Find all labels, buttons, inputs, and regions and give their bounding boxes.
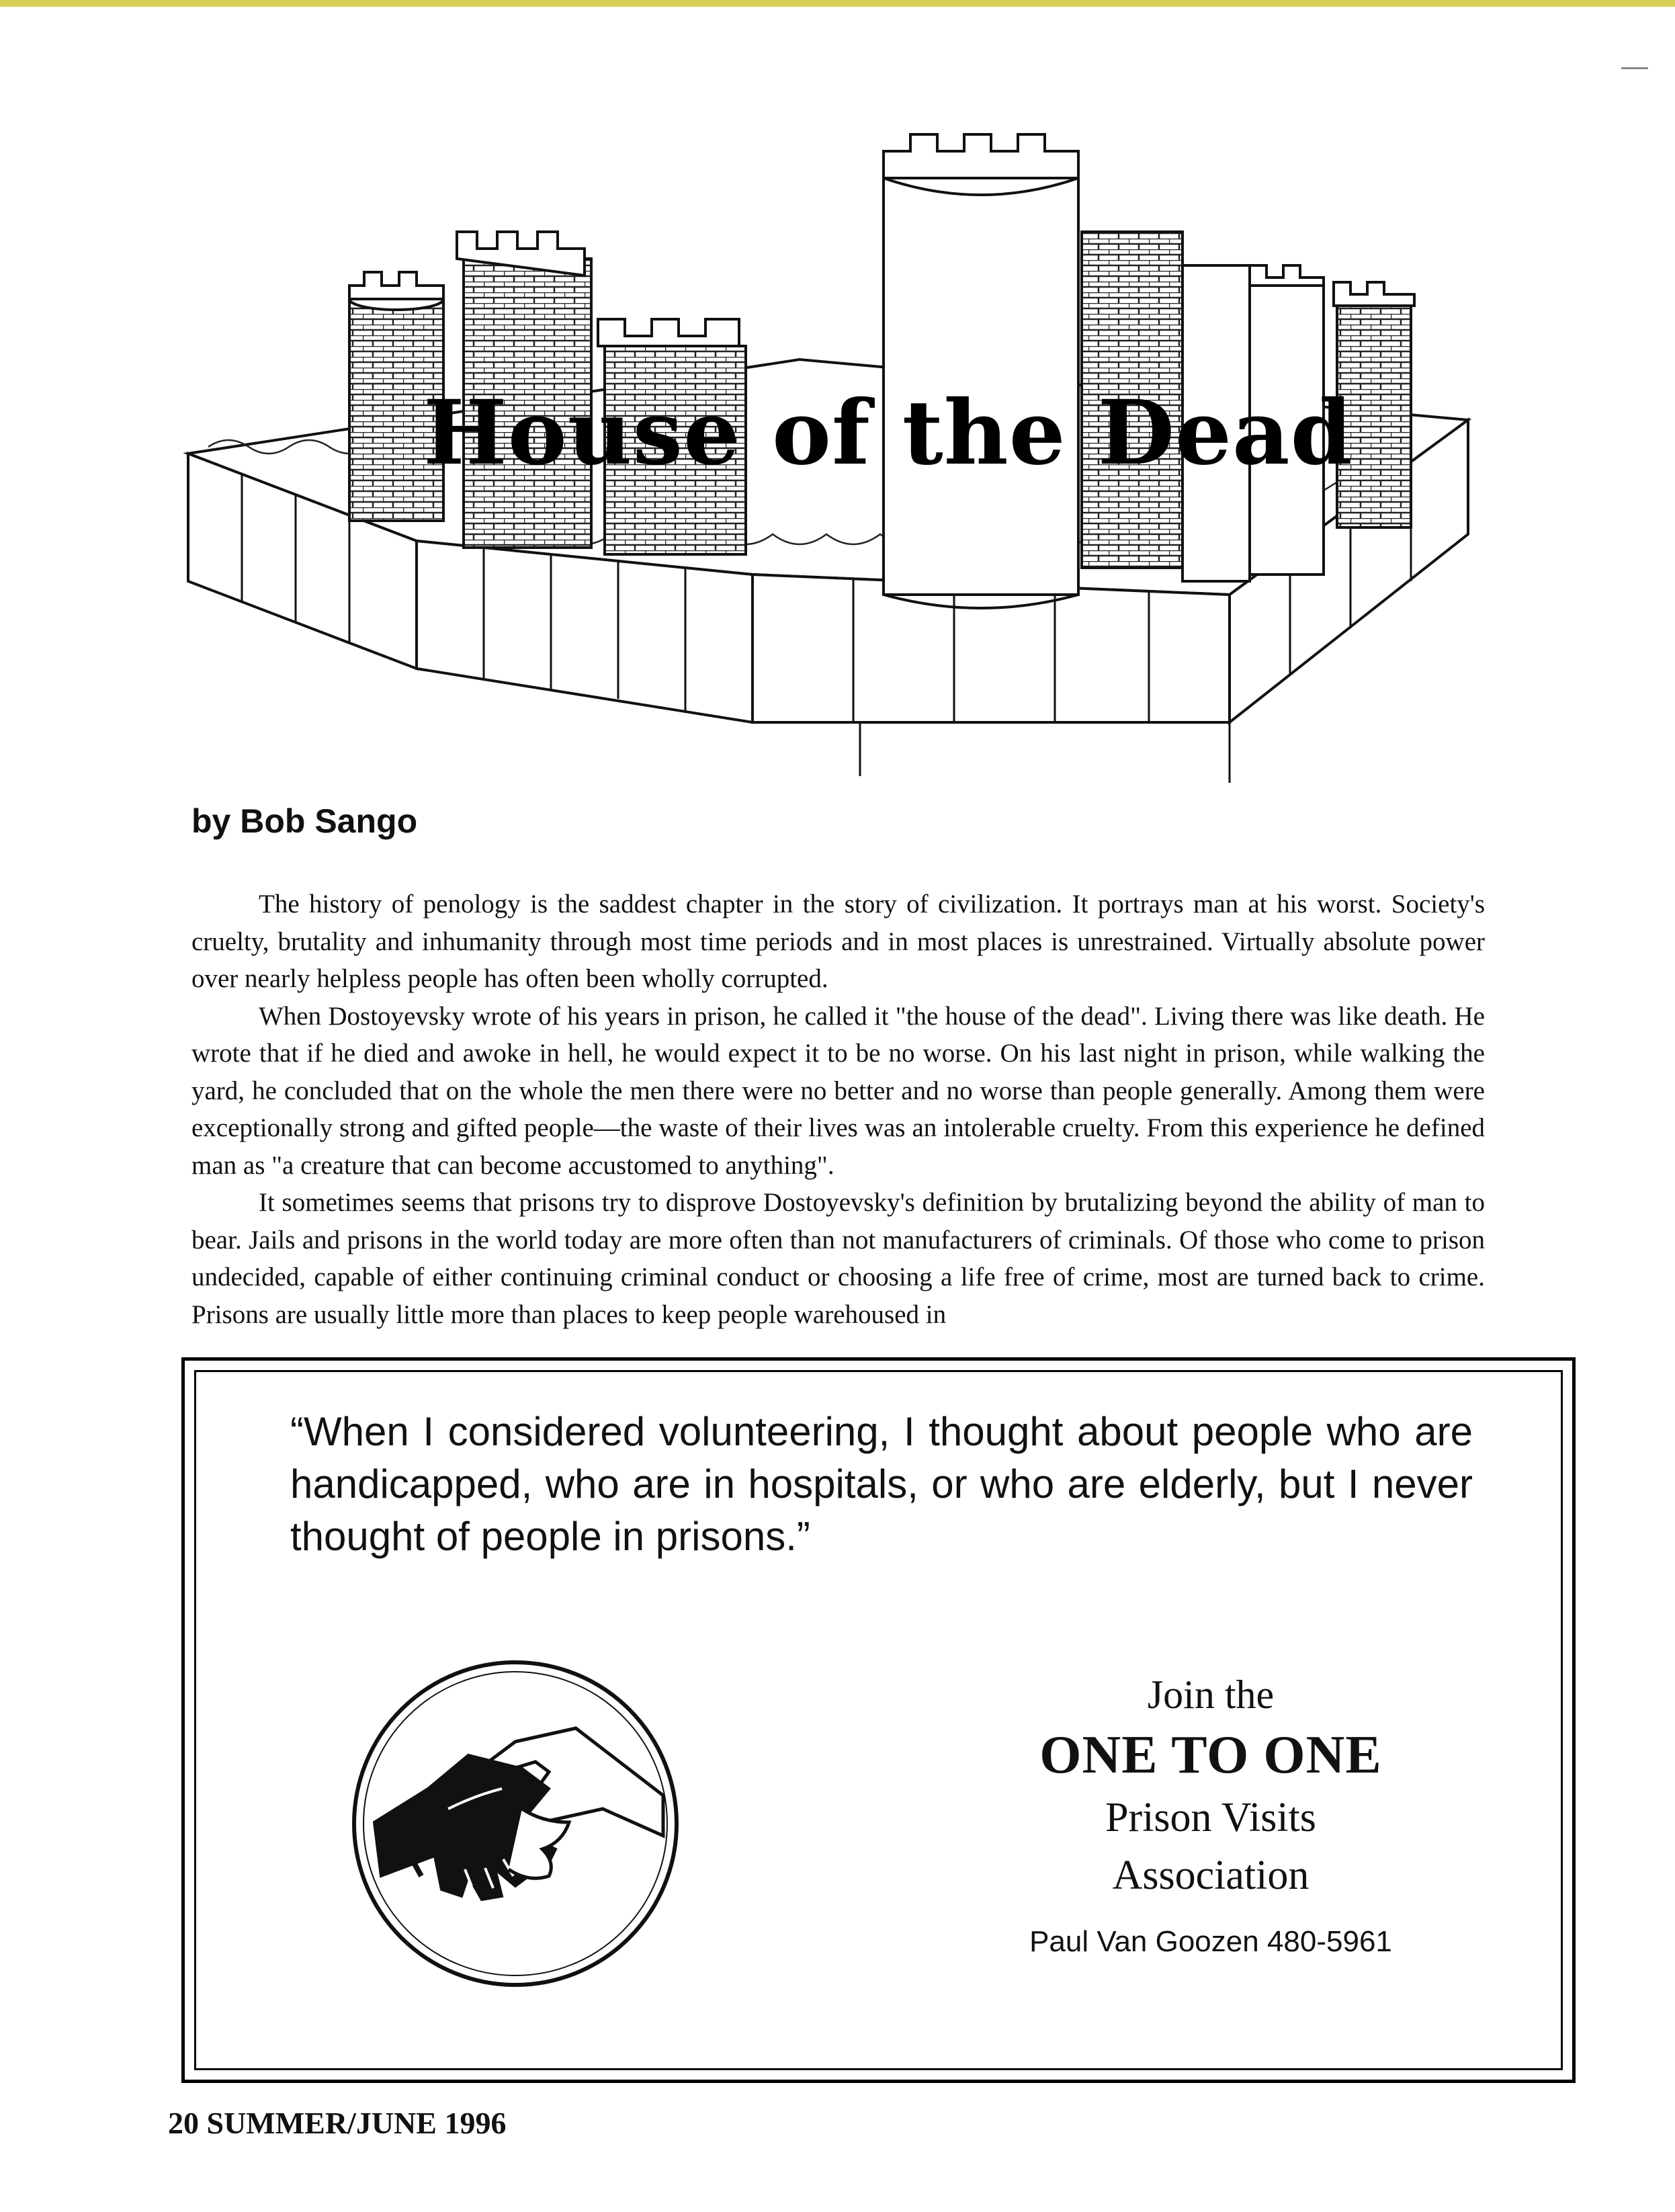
- advertisement-inner-frame: [194, 1370, 1563, 2070]
- article-body: [191, 886, 1485, 1333]
- article-paragraph: It sometimes seems that prisons try to disprove Dostoyevsky's definition by brutalizing beyond the ability of man to bear. Jails and prisons in the world today are more often than not manufacturers of criminals. Of those who come to prison undecided, capable of either continuing criminal conduct or choosing a life free of crime, most are turned back to crime. Prisons are usually little more than places to keep people warehoused in: [191, 1188, 1485, 1329]
- byline: by Bob Sango: [191, 802, 418, 840]
- advertisement-box: [181, 1357, 1576, 2083]
- ad-contact: Paul Van Goozen 480-5961: [1029, 1925, 1392, 1958]
- ad-organization-line1: Prison Visits: [1105, 1795, 1316, 1840]
- ad-join-text: Join the: [1147, 1672, 1275, 1717]
- ad-call-to-action: [929, 1668, 1493, 1961]
- ad-quote: “When I considered volunteering, I thought about people who are handicapped, who are in hospitals, or who are elderly, but I never thought of people in prisons.”: [290, 1409, 1473, 1559]
- page-footer: 20 SUMMER/JUNE 1996: [168, 2106, 507, 2140]
- ad-organization-name: ONE TO ONE: [1039, 1726, 1382, 1785]
- top-border: [0, 0, 1675, 7]
- handshake-icon: [347, 1654, 683, 1994]
- article-title: House of the Dead: [423, 381, 1353, 485]
- article-paragraph: When Dostoyevsky wrote of his years in prison, he called it "the house of the dead". Living there was like death. He wrote that if he died and awoke in hell, he would expect it to be no worse. On his last night in prison, while walking the yard, he concluded that on the whole the men there were no better and no worse than people generally. Among them were exceptionally strong and gifted people—the waste of their lives was an intolerable cruelty. From this experience he defined man as "a creature that can become accustomed to anything".: [191, 1001, 1485, 1180]
- article-paragraph: The history of penology is the saddest chapter in the story of civilization. It portrays man at his worst. Society's cruelty, brutality and inhumanity through most time periods and in most places is unrestrained. Virtually absolute power over nearly helpless people has often been wholly corrupted.: [191, 890, 1485, 993]
- scan-edge-mark: [1621, 67, 1648, 69]
- ad-organization-line2: Association: [1112, 1853, 1309, 1898]
